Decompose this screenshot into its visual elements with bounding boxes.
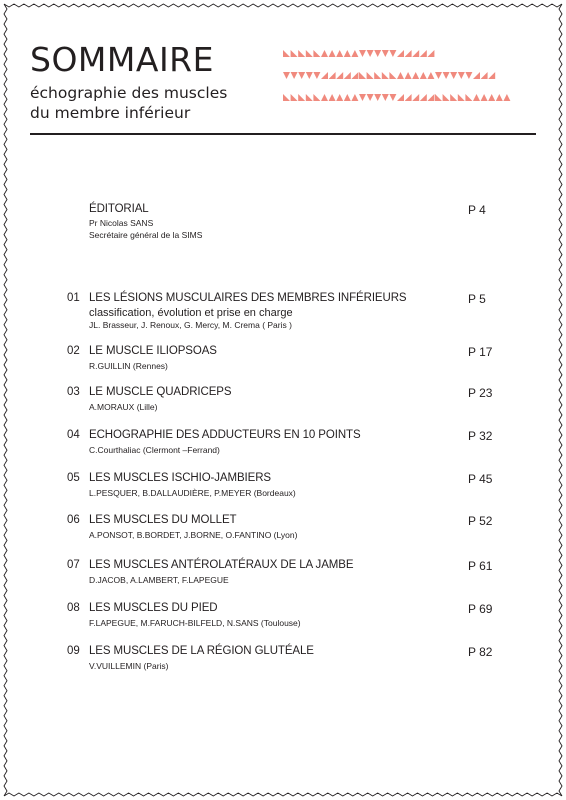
triangle-shape (329, 50, 336, 57)
toc-entry-number: 02 (67, 345, 80, 357)
triangle-shape (321, 94, 328, 101)
triangle-shape (405, 72, 412, 79)
triangle-shape (427, 72, 434, 79)
triangle-shape (450, 94, 457, 101)
triangle-shape (298, 50, 305, 57)
triangle-shape (359, 50, 366, 57)
toc-entry-page: P 61 (468, 559, 493, 573)
toc-entry-authors: L.PESQUER, B.DALLAUDIÈRE, P.MEYER (Bordeaux) (89, 488, 296, 498)
triangle-shape (405, 50, 412, 57)
triangle-shape (344, 94, 351, 101)
triangle-shape (427, 50, 434, 57)
triangle-shape (283, 94, 290, 101)
triangle-shape (458, 72, 465, 79)
toc-entry-number: 05 (67, 472, 80, 484)
triangle-shape (344, 72, 351, 79)
triangle-shape (382, 50, 389, 57)
triangle-shape (336, 50, 343, 57)
toc-entry-title: LES MUSCLES DU PIED (89, 602, 218, 614)
triangle-shape (351, 50, 358, 57)
triangle-shape (298, 94, 305, 101)
triangle-shape (374, 94, 381, 101)
toc-editorial-title: ÉDITORIAL (89, 203, 149, 215)
toc-editorial-page: P 4 (468, 203, 486, 217)
toc-entry-authors: C.Courthaliac (Clermont –Ferrand) (89, 445, 220, 455)
toc-entry-number: 03 (67, 386, 80, 398)
triangle-shape (367, 94, 374, 101)
toc-entry-authors: D.JACOB, A.LAMBERT, F.LAPEGUE (89, 575, 229, 585)
triangle-shape (313, 72, 320, 79)
triangle-shape (503, 94, 510, 101)
toc-entry-title: LES MUSCLES DE LA RÉGION GLUTÉALE (89, 645, 314, 657)
toc-entry-title: LES MUSCLES DU MOLLET (89, 514, 237, 526)
toc-entry-title: LES MUSCLES ANTÉROLATÉRAUX DE LA JAMBE (89, 559, 354, 571)
triangle-shape (374, 72, 381, 79)
triangle-shape (298, 72, 305, 79)
toc-entry-page: P 5 (468, 292, 486, 306)
triangle-shape (329, 94, 336, 101)
triangle-shape (420, 50, 427, 57)
toc-entry-number: 04 (67, 429, 80, 441)
subtitle-line-1: échographie des muscles (30, 84, 228, 102)
toc-entry-title: LES LÉSIONS MUSCULAIRES DES MEMBRES INFÉRIEURS (89, 292, 407, 304)
triangle-shape (405, 94, 412, 101)
triangle-shape (382, 94, 389, 101)
triangle-shape (344, 50, 351, 57)
triangle-shape (412, 50, 419, 57)
triangle-shape (329, 72, 336, 79)
toc-entry-page: P 32 (468, 429, 493, 443)
triangle-shape (473, 72, 480, 79)
triangle-shape (351, 72, 358, 79)
triangle-shape (306, 50, 313, 57)
triangle-shape (283, 50, 290, 57)
toc-entry-page: P 52 (468, 514, 493, 528)
toc-editorial-role: Secrétaire général de la SIMS (89, 230, 203, 240)
triangle-shape (443, 72, 450, 79)
triangle-shape (359, 94, 366, 101)
triangle-shape (374, 50, 381, 57)
triangle-shape (382, 72, 389, 79)
triangle-shape (367, 50, 374, 57)
toc-entry-title: LE MUSCLE ILIOPSOAS (89, 345, 217, 357)
toc-entry-page: P 82 (468, 645, 493, 659)
triangle-shape (359, 72, 366, 79)
triangle-shape (412, 72, 419, 79)
subtitle-line-2: du membre inférieur (30, 104, 191, 122)
triangle-shape (420, 94, 427, 101)
triangle-shape (313, 94, 320, 101)
toc-entry-authors: R.GUILLIN (Rennes) (89, 361, 168, 371)
toc-entry-authors: A.PONSOT, B.BORDET, J.BORNE, O.FANTINO (Lyon) (89, 530, 298, 540)
toc-entry-page: P 23 (468, 386, 493, 400)
triangle-shape (458, 94, 465, 101)
triangle-shape (389, 72, 396, 79)
triangle-shape (351, 94, 358, 101)
toc-entry-authors: V.VUILLEMIN (Paris) (89, 661, 169, 671)
toc-entry-title: ECHOGRAPHIE DES ADDUCTEURS EN 10 POINTS (89, 429, 361, 441)
triangle-shape (397, 72, 404, 79)
toc-entry-subtitle: classification, évolution et prise en charge (89, 307, 293, 319)
header-divider (30, 133, 536, 135)
triangle-shape (496, 94, 503, 101)
decorative-triangle-pattern (283, 50, 513, 110)
triangle-shape (389, 94, 396, 101)
triangle-shape (306, 72, 313, 79)
triangle-shape (481, 94, 488, 101)
toc-editorial-author: Pr Nicolas SANS (89, 218, 154, 228)
toc-entry-page: P 69 (468, 602, 493, 616)
triangle-shape (283, 72, 290, 79)
triangle-shape (397, 50, 404, 57)
triangle-shape (420, 72, 427, 79)
triangle-shape (412, 94, 419, 101)
triangle-shape (465, 72, 472, 79)
toc-entry-number: 08 (67, 602, 80, 614)
toc-entry-title: LE MUSCLE QUADRICEPS (89, 386, 232, 398)
triangle-shape (313, 50, 320, 57)
triangle-shape (367, 72, 374, 79)
page-title: SOMMAIRE (30, 40, 214, 79)
triangle-shape (488, 94, 495, 101)
toc-entry-page: P 45 (468, 472, 493, 486)
triangle-shape (488, 72, 495, 79)
toc-entry-page: P 17 (468, 345, 493, 359)
toc-entry-number: 06 (67, 514, 80, 526)
toc-entry-title: LES MUSCLES ISCHIO-JAMBIERS (89, 472, 271, 484)
triangle-shape (435, 72, 442, 79)
triangle-shape (336, 94, 343, 101)
toc-entry-authors: A.MORAUX (Lille) (89, 402, 158, 412)
triangle-shape (473, 94, 480, 101)
triangle-shape (465, 94, 472, 101)
triangle-shape (321, 72, 328, 79)
triangle-shape (481, 72, 488, 79)
toc-entry-number: 01 (67, 292, 80, 304)
triangle-shape (291, 94, 298, 101)
triangle-shape (427, 94, 434, 101)
triangle-shape (389, 50, 396, 57)
page-subtitle (30, 83, 227, 123)
toc-entry-number: 09 (67, 645, 80, 657)
triangle-shape (306, 94, 313, 101)
triangle-shape (321, 50, 328, 57)
triangle-shape (435, 94, 442, 101)
triangle-shape (443, 94, 450, 101)
triangle-shape (397, 94, 404, 101)
triangle-shape (336, 72, 343, 79)
triangle-shape (291, 72, 298, 79)
toc-entry-authors: F.LAPEGUE, M.FARUCH-BILFELD, N.SANS (Toulouse) (89, 618, 301, 628)
triangle-shape (450, 72, 457, 79)
toc-entry-number: 07 (67, 559, 80, 571)
toc-entry-authors: JL. Brasseur, J. Renoux, G. Mercy, M. Crema ( Paris ) (89, 320, 292, 330)
triangle-shape (291, 50, 298, 57)
